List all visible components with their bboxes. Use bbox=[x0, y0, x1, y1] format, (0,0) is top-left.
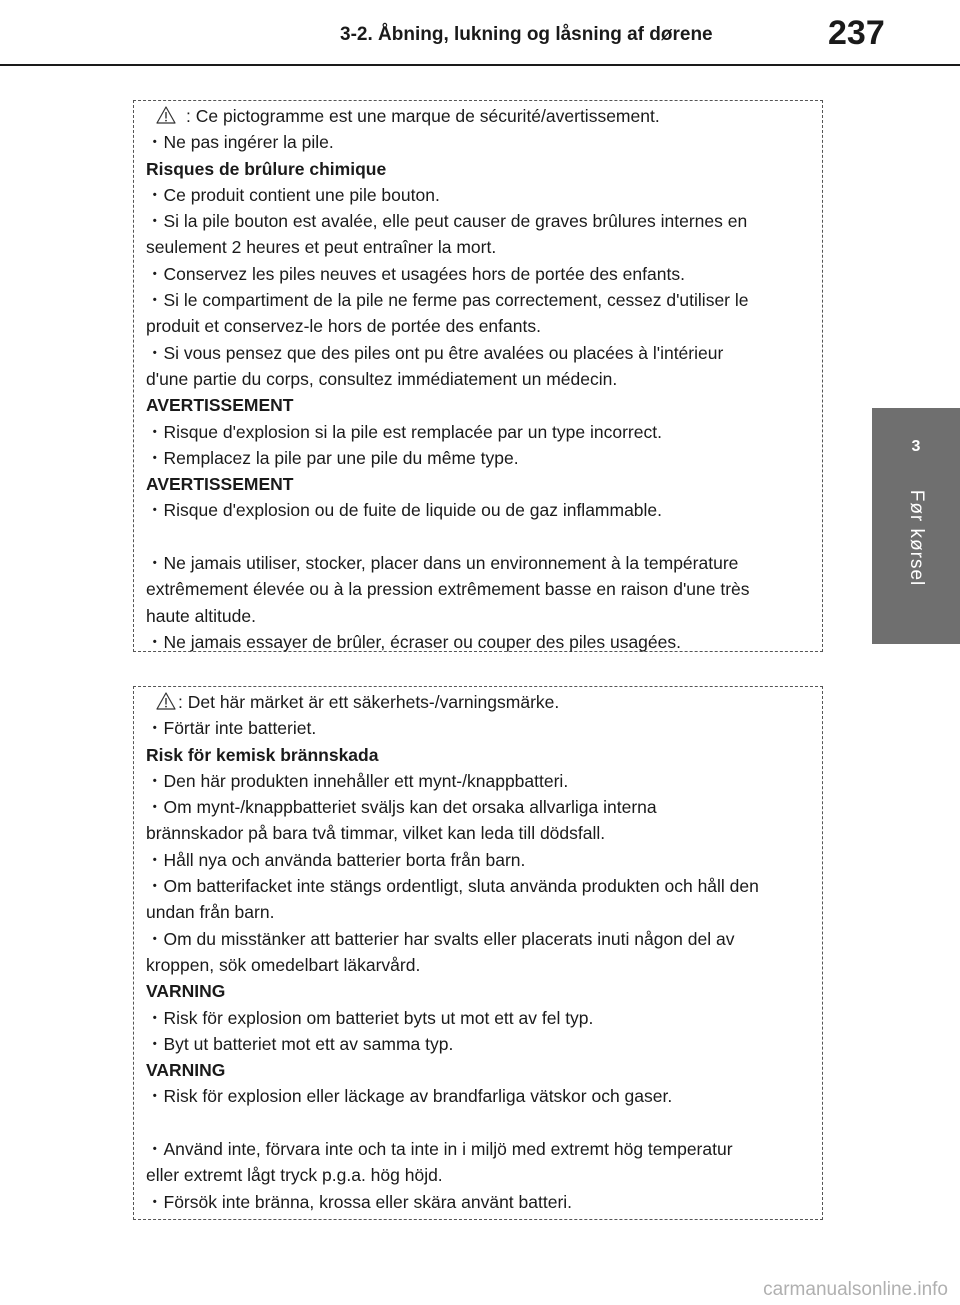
warning-text-line: undan från barn. bbox=[146, 902, 275, 923]
warning-text-line: brännskador på bara två timmar, vilket kan leda till dödsfall. bbox=[146, 823, 606, 844]
warning-intro bbox=[146, 103, 822, 129]
section-title: 3-2. Åbning, lukning og låsning af dørene bbox=[340, 24, 713, 45]
warning-text-line: ・Si le compartiment de la pile ne ferme pas correctement, cessez d'utiliser le bbox=[146, 290, 749, 311]
blank-line bbox=[146, 1110, 822, 1136]
watermark: carmanualsonline.info bbox=[763, 1279, 948, 1300]
chapter-label: Før kørsel bbox=[906, 489, 927, 587]
warning-heading: Risk för kemisk brännskada bbox=[146, 744, 379, 765]
warning-intro bbox=[146, 689, 822, 715]
warning-intro-text: : Det här märket är ett säkerhets-/varningsmärke. bbox=[178, 692, 560, 712]
warning-text-line: haute altitude. bbox=[146, 605, 256, 626]
warning-text-line: produit et conservez-le hors de portée des enfants. bbox=[146, 316, 541, 337]
warning-text-line: ・Conservez les piles neuves et usagées hors de portée des enfants. bbox=[146, 263, 685, 284]
warning-triangle-icon bbox=[156, 692, 176, 710]
warning-text-line: seulement 2 heures et peut entraîner la mort. bbox=[146, 237, 497, 258]
warning-text-line: ・Si la pile bouton est avalée, elle peut causer de graves brûlures internes en bbox=[146, 211, 748, 232]
warning-box-french bbox=[133, 100, 823, 652]
warning-text-line: ・Ne pas ingérer la pile. bbox=[146, 132, 334, 153]
warning-triangle-icon bbox=[156, 106, 176, 124]
warning-text-line: ・Remplacez la pile par une pile du même type. bbox=[146, 447, 519, 468]
warning-text-line: eller extremt lågt tryck p.g.a. hög höjd. bbox=[146, 1165, 443, 1186]
warning-text-line: ・Si vous pensez que des piles ont pu être avalées ou placées à l'intérieur bbox=[146, 342, 724, 363]
warning-text-line: ・Förtär inte batteriet. bbox=[146, 718, 317, 739]
warning-text-line: ・Om mynt-/knappbatteriet sväljs kan det orsaka allvarliga interna bbox=[146, 797, 657, 818]
warning-heading: AVERTISSEMENT bbox=[146, 474, 294, 495]
warning-text-line: ・Ce produit contient une pile bouton. bbox=[146, 184, 440, 205]
warning-text-line: kroppen, sök omedelbart läkarvård. bbox=[146, 954, 421, 975]
warning-text-line: ・Risque d'explosion ou de fuite de liquide ou de gaz inflammable. bbox=[146, 500, 663, 521]
warning-text-line: ・Risk för explosion eller läckage av brandfarliga vätskor och gaser. bbox=[146, 1086, 673, 1107]
warning-text-line: ・Ne jamais essayer de brûler, écraser ou couper des piles usagées. bbox=[146, 631, 681, 652]
warning-heading: Risques de brûlure chimique bbox=[146, 158, 387, 179]
header-divider bbox=[0, 64, 960, 66]
warning-text-line: extrêmement élevée ou à la pression extrêmement basse en raison d'une très bbox=[146, 579, 750, 600]
page-number: 237 bbox=[828, 14, 885, 52]
warning-text-line: ・Den här produkten innehåller ett mynt-/knappbatteri. bbox=[146, 770, 569, 791]
warning-text-line: ・Använd inte, förvara inte och ta inte in i miljö med extremt hög temperatur bbox=[146, 1139, 733, 1160]
warning-box-swedish bbox=[133, 686, 823, 1220]
warning-text-line: ・Försök inte bränna, krossa eller skära använt batteri. bbox=[146, 1191, 573, 1212]
chapter-number: 3 bbox=[911, 438, 921, 455]
warning-text-line: ・Om batterifacket inte stängs ordentligt, sluta använda produkten och håll den bbox=[146, 876, 759, 897]
warning-lines bbox=[146, 715, 822, 1215]
warning-text-line: ・Risque d'explosion si la pile est remplacée par un type incorrect. bbox=[146, 421, 662, 442]
warning-text-line: d'une partie du corps, consultez immédiatement un médecin. bbox=[146, 368, 618, 389]
warning-lines bbox=[146, 129, 822, 655]
warning-text-line: ・Om du misstänker att batterier har svalts eller placerats inuti någon del av bbox=[146, 928, 735, 949]
warning-text-line: ・Håll nya och använda batterier borta från barn. bbox=[146, 849, 526, 870]
warning-text-line: ・Byt ut batteriet mot ett av samma typ. bbox=[146, 1033, 454, 1054]
warning-heading: AVERTISSEMENT bbox=[146, 395, 294, 416]
warning-heading: VARNING bbox=[146, 1060, 226, 1081]
warning-text-line: ・Ne jamais utiliser, stocker, placer dans un environnement à la température bbox=[146, 553, 739, 574]
warning-intro-text: : Ce pictogramme est une marque de sécurité/avertissement. bbox=[186, 106, 660, 126]
warning-heading: VARNING bbox=[146, 981, 226, 1002]
blank-line bbox=[146, 524, 822, 550]
warning-text-line: ・Risk för explosion om batteriet byts ut mot ett av fel typ. bbox=[146, 1007, 594, 1028]
chapter-tab bbox=[872, 408, 960, 644]
